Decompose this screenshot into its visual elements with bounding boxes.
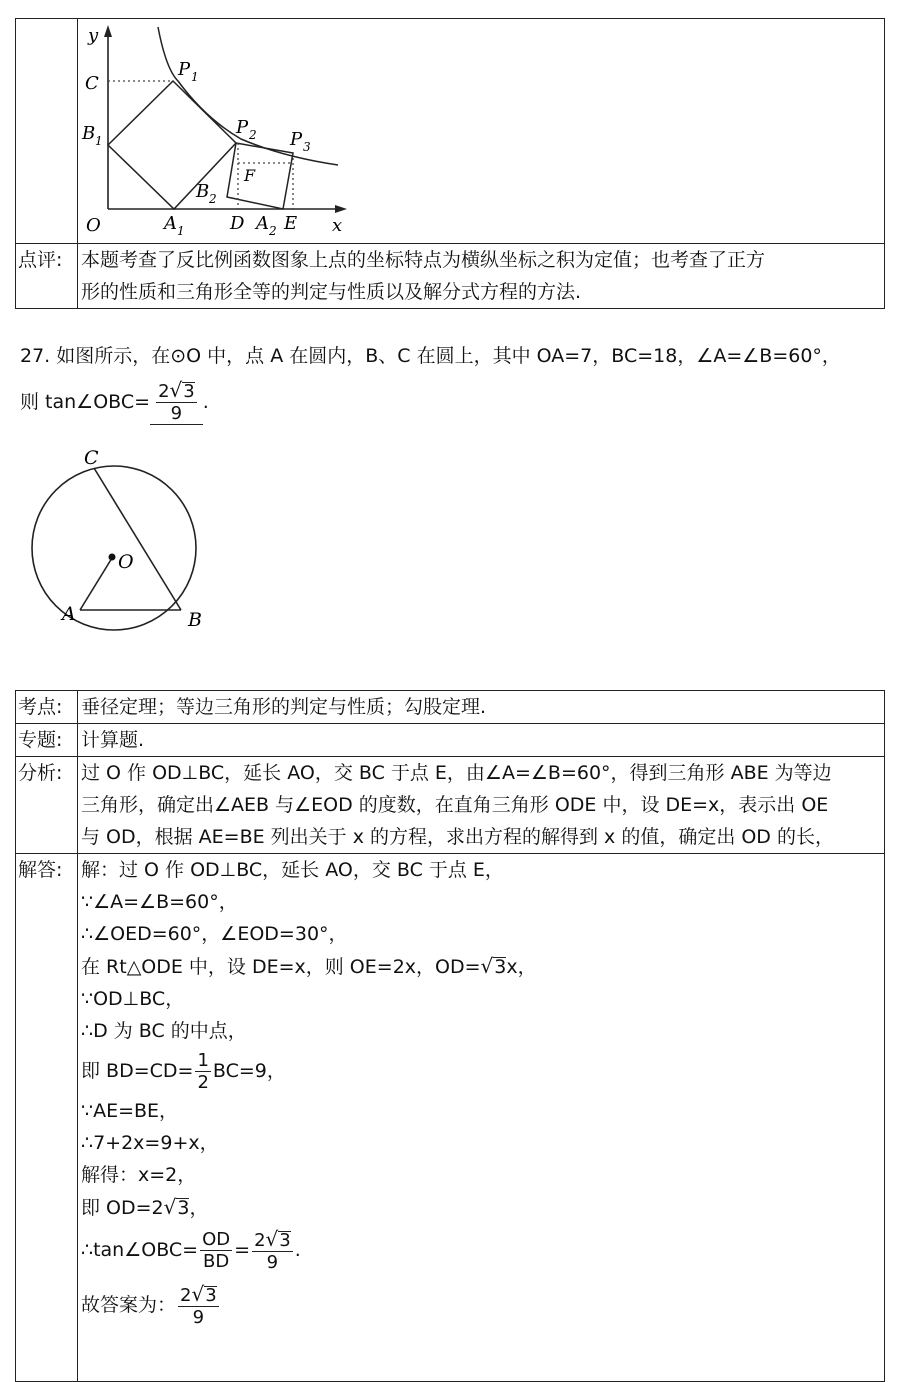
label-b2: B <box>196 181 210 202</box>
step-12-fraction-1 <box>200 1229 232 1272</box>
label-d: D <box>230 213 245 234</box>
circle-label-o: O <box>118 551 134 573</box>
square-one <box>108 81 236 209</box>
step-7-prefix: 即 BD=CD= <box>81 1060 194 1082</box>
circle-label-b: B <box>188 609 202 631</box>
solution-table <box>15 690 885 1382</box>
step-4-prefix: 在 Rt△ODE 中，设 DE=x，则 OE=2x，OD= <box>81 956 481 978</box>
label-b1-sub: 1 <box>95 134 103 148</box>
fenxi-content <box>78 757 884 853</box>
label-o: O <box>86 215 101 236</box>
jieda-content <box>78 854 884 1381</box>
label-f: F <box>244 166 256 185</box>
label-b2-sub: 2 <box>209 192 217 206</box>
label-c: C <box>85 73 99 94</box>
center-point <box>109 554 116 561</box>
answer-radicand: 3 <box>183 381 195 402</box>
step-11-suffix: ， <box>189 1197 209 1219</box>
question-line-2 <box>20 380 890 425</box>
step-12-den-1: BD <box>203 1251 230 1272</box>
label-y: y <box>88 25 99 46</box>
step-7-numerator: 1 <box>197 1050 209 1071</box>
zhuanti-content: 计算题. <box>81 729 145 751</box>
step-13 <box>81 1276 884 1334</box>
sqrt-icon: √ <box>480 954 494 978</box>
circle-label-a: A <box>62 603 76 625</box>
fenxi-line: 过 O 作 OD⊥BC，延长 AO，交 BC 于点 E，由∠A=∠B=60°，得到三角形 ABE 为等边 <box>81 762 832 784</box>
review-label: 点评: <box>16 244 78 308</box>
circle-figure <box>14 444 214 654</box>
step-12-prefix: ∴tan∠OBC= <box>81 1239 199 1261</box>
fenxi-line: 与 OD，根据 AE=BE 列出关于 x 的方程，求出方程的解得到 x 的值，确定出 OD 的长， <box>81 826 834 848</box>
step-13-fraction <box>178 1281 219 1328</box>
label-a2-sub: 2 <box>269 224 277 238</box>
step-12-suffix: . <box>294 1239 301 1261</box>
fenxi-row <box>16 756 884 853</box>
answer-blank <box>150 380 203 425</box>
step-7-fraction <box>195 1050 210 1093</box>
step-7 <box>81 1047 884 1095</box>
sqrt-icon: √ <box>265 1226 279 1251</box>
label-p1: P <box>178 59 191 80</box>
step-12-num-2 <box>252 1226 293 1252</box>
step-2: ∵∠A=∠B=60°， <box>81 891 238 913</box>
step-12-fraction-2 <box>252 1226 293 1273</box>
segment-ao <box>80 558 112 610</box>
chord-bc <box>94 468 181 610</box>
answer-num-coef: 2 <box>158 381 170 402</box>
zhuanti-row <box>16 723 884 756</box>
question-suffix: . <box>202 391 209 413</box>
zhuanti-label: 专题: <box>16 724 78 756</box>
previous-question-table <box>15 18 885 309</box>
step-9: ∴7+2x=9+x， <box>81 1132 219 1154</box>
step-12-num-1: OD <box>202 1229 231 1250</box>
step-12-coef: 2 <box>254 1229 266 1251</box>
step-11-prefix: 即 OD=2 <box>81 1197 164 1219</box>
step-13-prefix: 故答案为： <box>81 1294 177 1316</box>
kaodian-row <box>16 691 884 723</box>
label-p2: P <box>236 117 249 138</box>
label-p3-sub: 3 <box>303 140 311 154</box>
step-1: 解：过 O 作 OD⊥BC，延长 AO，交 BC 于点 E， <box>81 859 504 881</box>
label-p3: P <box>290 129 303 150</box>
kaodian-label: 考点: <box>16 691 78 723</box>
label-p2-sub: 2 <box>249 128 257 142</box>
kaodian-content: 垂径定理；等边三角形的判定与性质；勾股定理. <box>81 696 487 718</box>
step-8: ∵AE=BE， <box>81 1100 179 1122</box>
sqrt-icon: √ <box>163 1195 177 1219</box>
step-13-coef: 2 <box>180 1284 192 1306</box>
step-12 <box>81 1224 884 1276</box>
fenxi-label: 分析: <box>16 757 78 853</box>
step-13-radicand: 3 <box>205 1284 217 1306</box>
step-12-radicand: 3 <box>279 1229 291 1251</box>
inverse-function-graph <box>78 19 378 243</box>
review-content <box>78 244 884 308</box>
review-line: 本题考查了反比例函数图象上点的坐标特点为横纵坐标之积为定值；也考查了正方 <box>81 249 766 271</box>
step-5: ∵OD⊥BC， <box>81 988 185 1010</box>
answer-denominator: 9 <box>170 403 183 424</box>
label-b1: B <box>82 123 96 144</box>
question-27 <box>20 340 890 425</box>
step-7-denominator: 2 <box>197 1072 209 1093</box>
step-11 <box>81 1191 884 1224</box>
step-6: ∴D 为 BC 的中点， <box>81 1020 247 1042</box>
graph-row <box>16 19 884 243</box>
question-line-1: 27. 如图所示，在⊙O 中，点 A 在圆内，B、C 在圆上，其中 OA=7，BC=18，∠A=∠B=60°， <box>20 345 841 367</box>
step-4 <box>81 950 884 983</box>
label-e: E <box>284 213 298 234</box>
step-10: 解得：x=2， <box>81 1164 197 1186</box>
label-a1-sub: 1 <box>177 224 185 238</box>
step-7-suffix: BC=9， <box>212 1060 286 1082</box>
x-axis-arrow <box>335 205 347 213</box>
label-p1-sub: 1 <box>191 70 199 84</box>
step-12-den-2: 9 <box>266 1251 279 1273</box>
step-3: ∴∠OED=60°，∠EOD=30°， <box>81 923 348 945</box>
step-13-denominator: 9 <box>192 1306 205 1328</box>
question-prefix: 则 tan∠OBC= <box>20 391 151 413</box>
fenxi-line: 三角形，确定出∠AEB 与∠EOD 的度数，在直角三角形 ODE 中，设 DE=x，表示出 OE <box>81 794 829 816</box>
step-13-numerator <box>178 1281 219 1307</box>
sqrt-icon: √ <box>191 1281 205 1306</box>
answer-fraction <box>156 380 197 424</box>
review-line: 形的性质和三角形全等的判定与性质以及解分式方程的方法. <box>81 281 582 303</box>
jieda-label: 解答: <box>16 854 78 1381</box>
step-4-suffix: x， <box>506 956 537 978</box>
jieda-row <box>16 853 884 1381</box>
circle-label-c: C <box>84 447 99 469</box>
answer-numerator <box>156 380 197 403</box>
graph-row-label <box>16 19 78 243</box>
graph-cell <box>78 19 884 243</box>
hyperbola-curve <box>158 27 338 165</box>
y-axis-arrow <box>104 25 112 37</box>
label-a1: A <box>164 213 177 234</box>
step-4-radicand: 3 <box>494 956 507 978</box>
label-a2: A <box>256 213 269 234</box>
sqrt-icon: √ <box>169 378 183 402</box>
label-x: x <box>332 215 343 236</box>
circle-o <box>32 466 196 630</box>
step-11-radicand: 3 <box>177 1197 190 1219</box>
step-12-equals: = <box>234 1239 251 1261</box>
review-row <box>16 243 884 308</box>
